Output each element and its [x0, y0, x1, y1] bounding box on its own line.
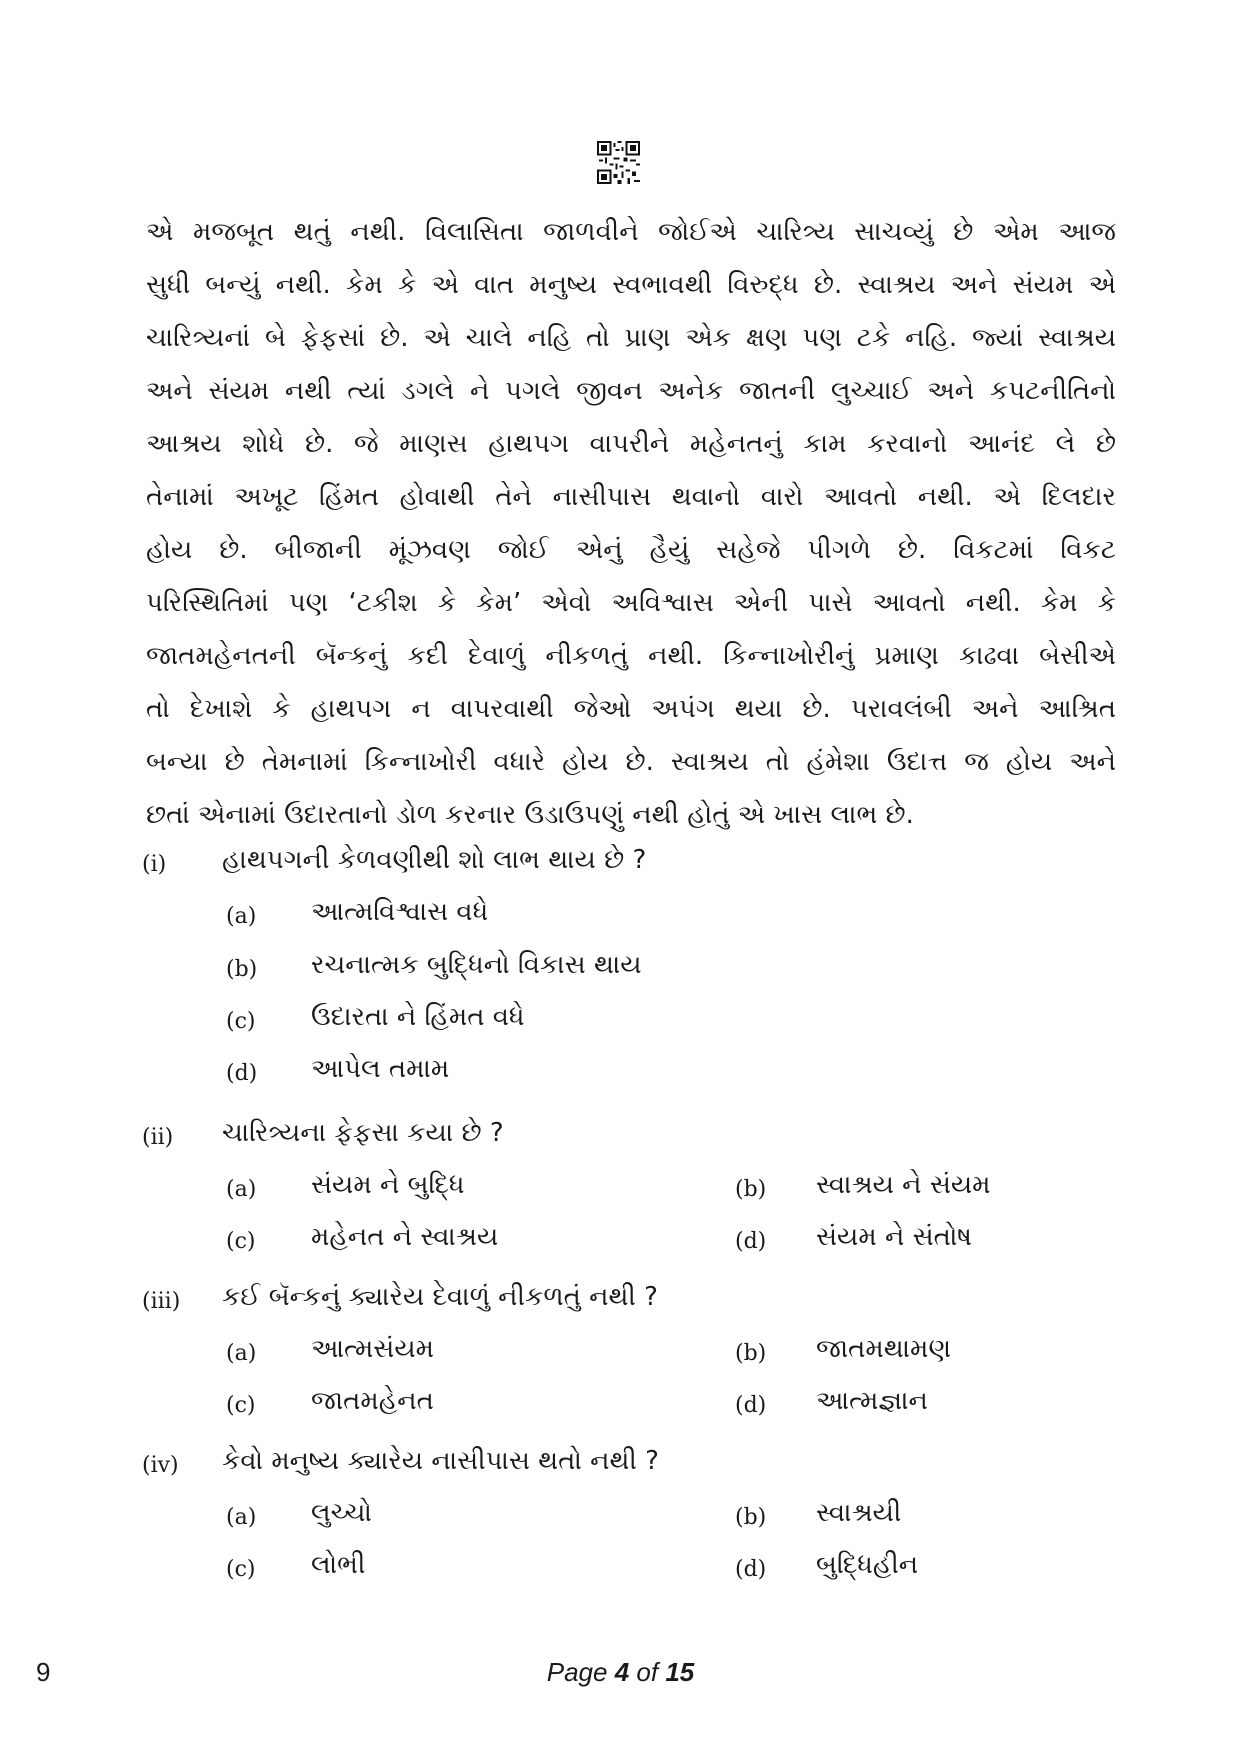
- option-text: ઉદારતા ને હિંમત વધે: [311, 1002, 525, 1032]
- passage-line: પરિસ્થિતિમાં પણ ‘ટકીશ કે કેમ’ એવો અવિશ્વાસ એની પાસે આવતો નથી. કેમ કે: [146, 588, 1116, 618]
- question-number: (i): [142, 852, 167, 877]
- page-number: [0, 1657, 1241, 1688]
- passage-line: છતાં એનામાં ઉદારતાનો ડોળ કરનાર ઉડાઉપણું નથી હોતું એ ખાસ લાભ છે.: [146, 800, 914, 830]
- passage-line: તેનામાં અખૂટ હિંમત હોવાથી તેને નાસીપાસ થવાનો વારો આવતો નથી. એ દિલદાર: [146, 482, 1116, 512]
- option-label: (a): [226, 1505, 257, 1530]
- option-text: જાતમથામણ: [816, 1334, 952, 1364]
- option-label: (b): [735, 1505, 767, 1530]
- option-label: (d): [226, 1061, 258, 1086]
- option-label: (d): [735, 1557, 767, 1582]
- option-label: (b): [226, 957, 258, 982]
- passage-line: અને સંયમ નથી ત્યાં ડગલે ને પગલે જીવન અનેક જાતની લુચ્ચાઈ અને કપટનીતિનો: [146, 376, 1116, 406]
- option-text: લોભી: [311, 1550, 366, 1580]
- page-prefix: Page: [546, 1657, 615, 1687]
- question-number: (ii): [142, 1125, 174, 1150]
- option-text: મહેનત ને સ્વાશ્રય: [311, 1222, 499, 1252]
- passage-line: બન્યા છે તેમનામાં કિન્નાખોરી વધારે હોય છે. સ્વાશ્રય તો હંમેશા ઉદાત્ત જ હોય અને: [146, 747, 1116, 777]
- passage-line: આશ્રય શોધે છે. જે માણસ હાથપગ વાપરીને મહેનતનું કામ કરવાનો આનંદ લે છે: [146, 429, 1116, 459]
- option-text: આપેલ તમામ: [311, 1054, 450, 1084]
- option-label: (b): [735, 1177, 767, 1202]
- option-label: (c): [226, 1557, 256, 1582]
- option-text: સંયમ ને સંતોષ: [816, 1222, 972, 1252]
- option-label: (a): [226, 904, 257, 929]
- question-number: (iii): [142, 1289, 181, 1314]
- question-text: ચારિત્ર્યના ફેફસા કયા છે ?: [222, 1118, 504, 1148]
- passage-line: સુધી બન્યું નથી. કેમ કે એ વાત મનુષ્ય સ્વભાવથી વિરુદ્ધ છે. સ્વાશ્રય અને સંયમ એ: [146, 270, 1116, 300]
- option-text: સ્વાશ્રયી: [816, 1498, 902, 1528]
- option-text: આત્મજ્ઞાન: [816, 1386, 928, 1416]
- page-current: 4: [614, 1657, 630, 1687]
- option-label: (c): [226, 1393, 256, 1418]
- option-label: (a): [226, 1177, 257, 1202]
- qr-code-icon: [597, 141, 640, 184]
- passage-line: તો દેખાશે કે હાથપગ ન વાપરવાથી જેઓ અપંગ થયા છે. પરાવલંબી અને આશ્રિત: [146, 694, 1116, 724]
- option-text: સ્વાશ્રય ને સંયમ: [816, 1170, 991, 1200]
- question-text: કઈ બૅન્કનું ક્યારેય દેવાળું નીકળતું નથી ?: [222, 1282, 658, 1312]
- question-text: હાથપગની કેળવણીથી શો લાભ થાય છે ?: [222, 845, 647, 875]
- option-label: (d): [735, 1393, 767, 1418]
- option-label: (a): [226, 1341, 257, 1366]
- option-text: આત્મવિશ્વાસ વધે: [311, 897, 489, 927]
- passage-line: હોય છે. બીજાની મૂંઝવણ જોઈ એનું હૈયું સહેજે પીગળે છે. વિકટમાં વિકટ: [146, 535, 1116, 565]
- option-text: રચનાત્મક બુદ્ધિનો વિકાસ થાય: [311, 950, 642, 980]
- question-number: (iv): [142, 1453, 179, 1478]
- paper-code: 9: [36, 1657, 51, 1687]
- option-text: જાતમહેનત: [311, 1386, 434, 1416]
- passage-line: ચારિત્ર્યનાં બે ફેફસાં છે. એ ચાલે નહિ તો પ્રાણ એક ક્ષણ પણ ટકે નહિ. જ્યાં સ્વાશ્રય: [146, 323, 1116, 353]
- reading-passage: [146, 206, 1116, 842]
- question-text: કેવો મનુષ્ય ક્યારેય નાસીપાસ થતો નથી ?: [222, 1446, 659, 1476]
- option-text: લુચ્ચો: [311, 1498, 372, 1528]
- option-label: (c): [226, 1229, 256, 1254]
- option-text: સંયમ ને બુદ્ધિ: [311, 1170, 465, 1200]
- option-label: (b): [735, 1341, 767, 1366]
- passage-line: જાતમહેનતની બૅન્કનું કદી દેવાળું નીકળતું નથી. કિન્નાખોરીનું પ્રમાણ કાઢવા બેસીએ: [146, 641, 1116, 671]
- option-label: (d): [735, 1229, 767, 1254]
- page-total: 15: [665, 1657, 695, 1687]
- page-of: of: [629, 1657, 666, 1687]
- option-text: આત્મસંયમ: [311, 1334, 435, 1364]
- option-label: (c): [226, 1009, 256, 1034]
- option-text: બુદ્ધિહીન: [816, 1550, 919, 1580]
- passage-line: એ મજબૂત થતું નથી. વિલાસિતા જાળવીને જોઈએ ચારિત્ર્ય સાચવ્યું છે એમ આજ: [146, 217, 1116, 247]
